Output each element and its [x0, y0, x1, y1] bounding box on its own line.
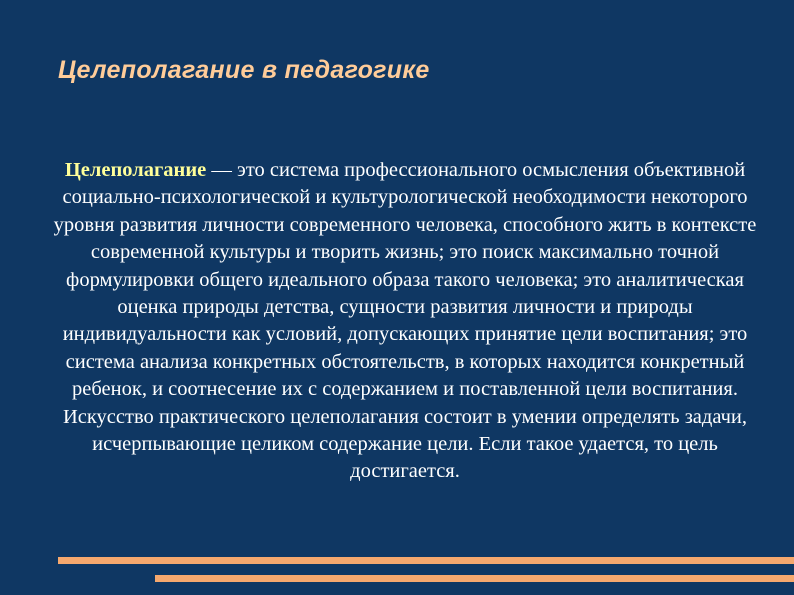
- decorative-rule-bottom: [155, 575, 794, 582]
- definition-paragraph: [50, 157, 760, 486]
- highlighted-term: Целеполагание: [64, 159, 207, 181]
- definition-text: — это система профессионального осмысления объективной социально-психологической и культурологической необходимости некоторого уровня развития личности современного человека, способного жить в контексте современной культуры и творить жизнь; это поиск максимально точной формулировки общего идеального образа такого человека; это аналитическая оценка природы детства, сущности развития личности и природы индивидуальности как условий, допускающих принятие цели воспитания; это система анализа конкретных обстоятельств, в которых находится конкретный ребенок, и соотнесение их с содержанием и поставленной цели воспитания. Искусство практического целеполагания состоит в умении определять задачи, исчерпывающие целиком содержание цели. Если такое удается, то цель достигается.: [53, 159, 757, 483]
- decorative-rule-top: [58, 557, 794, 564]
- slide-title: Целеполагание в педагогике: [58, 56, 430, 84]
